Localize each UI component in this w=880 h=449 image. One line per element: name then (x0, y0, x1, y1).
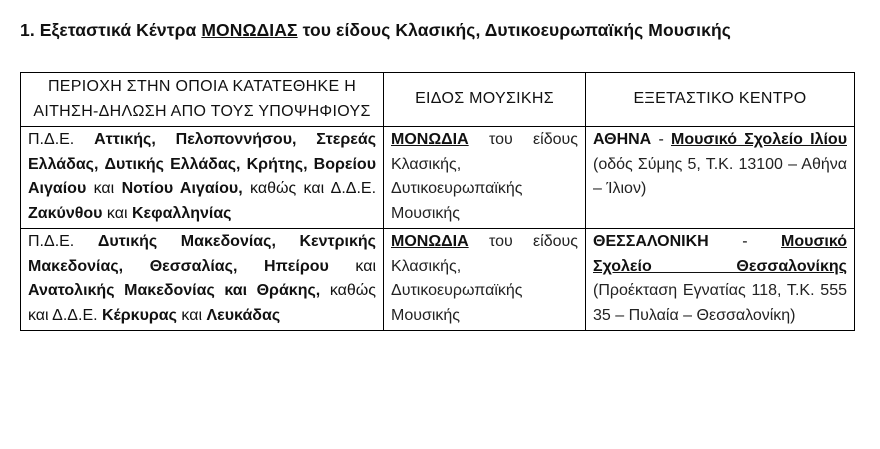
region-name: Δυτικής Ελλάδας, (104, 155, 241, 173)
pde-prefix: Π.Δ.Ε. (28, 233, 98, 250)
region-name: Κεντρικής Μακεδονίας, (28, 233, 376, 275)
region-name: Λευκάδας (206, 306, 281, 324)
center-school: Μουσικό Σχολείο Ιλίου (671, 131, 847, 148)
conjunction: και (86, 180, 122, 197)
heading-prefix: 1. Εξεταστικά Κέντρα (20, 20, 202, 40)
region-cell (21, 229, 384, 331)
genre-name: ΜΟΝΩΔΙΑ (391, 233, 469, 250)
table-row (21, 127, 855, 229)
center-dash: - (708, 233, 782, 250)
center-cell (586, 127, 855, 229)
region-name: Κρήτης, (246, 155, 308, 173)
dde-prefix: καθώς και Δ.Δ.Ε. (242, 180, 377, 197)
genre-cell (384, 229, 586, 331)
region-name: Δυτικής Μακεδονίας, (97, 233, 276, 250)
center-address: (οδός Σύμης 5, Τ.Κ. 13100 – Αθήνα – Ίλιον) (593, 155, 847, 197)
region-name: Κεφαλληνίας (131, 204, 232, 222)
section-heading (20, 20, 731, 41)
table-header-row (21, 73, 855, 127)
region-name: Πελοποννήσου, (175, 131, 297, 148)
region-name: Νοτίου Αιγαίου, (121, 180, 243, 197)
region-name: Θεσσαλίας, (149, 257, 238, 275)
region-name: Κέρκυρας (102, 306, 177, 324)
genre-cell (384, 127, 586, 229)
center-school: Μουσικό Σχολείο Θεσσαλονίκης (593, 233, 847, 275)
center-address: (Προέκταση Εγνατίας 118, Τ.Κ. 555 35 – Πυλαία – Θεσσαλονίκη) (593, 282, 847, 324)
header-region: ΠΕΡΙΟΧΗ ΣΤΗΝ ΟΠΟΙΑ ΚΑΤΑΤΕΘΗΚΕ Η ΑΙΤΗΣΗ-ΔΗΛΩΣΗ ΑΠΟ ΤΟΥΣ ΥΠΟΨΗΦΙΟΥΣ (21, 73, 384, 127)
conjunction: και (176, 306, 207, 324)
region-name: Στερεάς Ελλάδας, (28, 131, 377, 173)
conjunction: και (102, 204, 132, 222)
genre-name: ΜΟΝΩΔΙΑ (391, 131, 469, 148)
heading-emphasis: ΜΟΝΩΔΙΑΣ (201, 20, 298, 40)
header-genre: ΕΙΔΟΣ ΜΟΥΣΙΚΗΣ (384, 73, 586, 127)
center-dash: - (651, 131, 671, 148)
pde-prefix: Π.Δ.Ε. (28, 131, 95, 148)
conjunction: και (328, 257, 376, 275)
table-row (21, 229, 855, 331)
region-name: Ανατολικής Μακεδονίας και Θράκης, (28, 282, 321, 299)
region-cell (21, 127, 384, 229)
dde-prefix: καθώς και Δ.Δ.Ε. (28, 282, 376, 324)
heading-suffix: του είδους Κλασικής, Δυτικοευρωπαϊκής Μουσικής (297, 20, 731, 40)
center-city: ΘΕΣΣΑΛΟΝΙΚΗ (593, 233, 709, 250)
region-name: Ζακύνθου (28, 204, 103, 222)
center-cell (586, 229, 855, 331)
exam-centers-table (20, 72, 855, 331)
genre-description: του είδους Κλασικής, Δυτικοευρωπαϊκής Μουσικής (391, 131, 578, 222)
genre-description: του είδους Κλασικής, Δυτικοευρωπαϊκής Μουσικής (391, 233, 578, 324)
region-name: Ηπείρου (263, 257, 329, 275)
header-center: ΕΞΕΤΑΣΤΙΚΟ ΚΕΝΤΡΟ (586, 73, 855, 127)
center-city: ΑΘΗΝΑ (593, 131, 652, 148)
region-name: Βορείου Αιγαίου (28, 155, 377, 197)
region-name: Αττικής, (94, 131, 156, 148)
